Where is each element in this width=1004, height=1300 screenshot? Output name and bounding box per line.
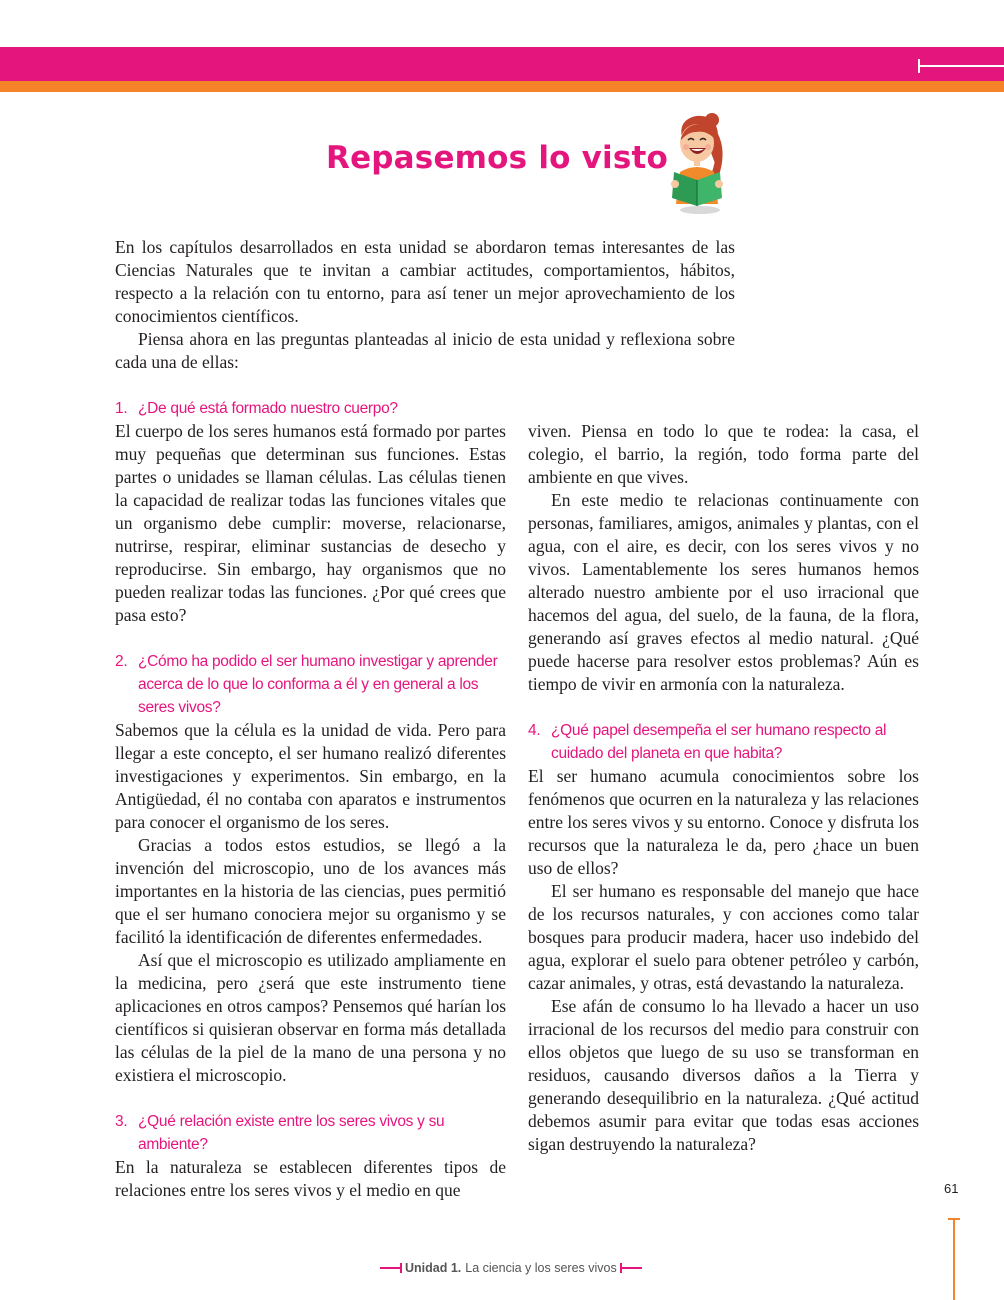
right-column [528, 420, 919, 1156]
footer-rule-left [380, 1267, 402, 1269]
question-heading [115, 1110, 506, 1156]
intro-text [115, 236, 735, 374]
question-text: ¿Qué relación existe entre los seres vivos y su ambiente? [138, 1113, 445, 1153]
answer-paragraph: Ese afán de consumo lo ha llevado a hacer un uso irracional de los recursos del medio para construir con ellos objetos que luego de su uso se transforman en residuos, causando diversos daños a la Tierra y generando desequilibrio en la naturaleza. ¿Qué actitud debemos asumir para evitar que todas esas acciones sigan destruyendo la naturaleza? [528, 996, 919, 1154]
footer-subtitle: La ciencia y los seres vivos [465, 1261, 617, 1275]
answer-paragraph: El ser humano es responsable del manejo que hace de los recursos naturales, y con acciones como talar bosques para producir madera, hacer uso indebido del agua, explorar el suelo para obtener petróleo y carbón, cazar animales, y otras, está devastando la naturaleza. [528, 881, 919, 993]
header-magenta-band [0, 47, 1004, 81]
header-rule [918, 65, 1004, 67]
question-text: ¿Qué papel desempeña el ser humano respecto al cuidado del planeta en que habita? [551, 722, 887, 762]
intro-paragraph: Piensa ahora en las preguntas planteadas al inicio de esta unidad y reflexiona sobre cada una de ellas: [115, 329, 735, 372]
question-number: 3. [115, 1113, 128, 1130]
margin-rule [953, 1220, 955, 1300]
answer-paragraph: Gracias a todos estos estudios, se llegó a la invención del microscopio, uno de los avances más importantes en la historia de las ciencias, pues permitió que el ser humano conociera mejor su organismo y se facilitó la identificación de diferentes enfermedades. [115, 835, 506, 947]
answer-paragraph: En la naturaleza se establecen diferentes tipos de relaciones entre los seres vivos y el medio en que [115, 1157, 506, 1200]
left-column [115, 397, 506, 1202]
answer-paragraph: Así que el microscopio es utilizado ampliamente en la medicina, pero ¿será que este instrumento tiene aplicaciones en otros campos? Pensemos qué harían los científicos si quisieran observar en forma más detallada las células de la piel de la mano de una persona y no existiera el microscopio. [115, 950, 506, 1085]
page-title: Repasemos lo visto [326, 140, 669, 176]
question-number: 1. [115, 400, 128, 417]
page-number: 61 [944, 1181, 959, 1196]
header-rule-tick [918, 59, 920, 73]
answer-paragraph: El ser humano acumula conocimientos sobre los fenómenos que ocurren en la naturaleza y las relaciones entre los seres vivos y su entorno. Conoce y disfruta los recursos que la naturaleza le da, pero ¿hace un buen uso de ellos? [528, 766, 919, 878]
header-orange-band [0, 81, 1004, 92]
answer-paragraph: El cuerpo de los seres humanos está formado por partes muy pequeñas que determinan sus funciones. Estas partes o unidades se llaman células. Las células tienen la capacidad de realizar todas las funciones vitales que un organismo debe cumplir: moverse, relacionarse, nutrirse, respirar, eliminar sustancias de desecho y reproducirse. Sin embargo, hay organismos que no pueden realizar todas las funciones. ¿Por qué crees que pasa esto? [115, 421, 506, 625]
running-footer [380, 1261, 642, 1275]
question-heading [115, 650, 506, 719]
intro-paragraph: En los capítulos desarrollados en esta unidad se abordaron temas interesantes de las Ciencias Naturales que te invitan a cambiar actitudes, comportamientos, hábitos, respecto a la relación con tu entorno, para así tener un mejor aprovechamiento de los conocimientos científicos. [115, 237, 735, 326]
girl-reading-book-icon [660, 110, 734, 218]
question-number: 4. [528, 722, 541, 739]
footer-unit: Unidad 1. [405, 1261, 462, 1275]
answer-paragraph: En este medio te relacionas continuamente con personas, familiares, amigos, animales y plantas, con el agua, con el aire, es decir, con los seres vivos y no vivos. Lamentablemente los seres humanos hemos alterado nuestro ambiente por el uso irracional que hacemos del agua, del suelo, de la fauna, de la flora, generando así graves efectos al medio natural. ¿Qué puede hacerse para resolver estos problemas? Aún es tiempo de vivir en armonía con la naturaleza. [528, 490, 919, 694]
question-heading [115, 397, 506, 420]
footer-rule-right [620, 1267, 642, 1269]
question-text: ¿Cómo ha podido el ser humano investigar y aprender acerca de lo que lo conforma a él y en general a los seres vivos? [138, 653, 498, 716]
question-number: 2. [115, 653, 128, 670]
answer-paragraph: viven. Piensa en todo lo que te rodea: la casa, el colegio, el barrio, la región, todo forma parte del ambiente en que vives. [528, 421, 919, 487]
question-text: ¿De qué está formado nuestro cuerpo? [138, 400, 398, 417]
question-heading [528, 719, 919, 765]
answer-paragraph: Sabemos que la célula es la unidad de vida. Pero para llegar a este concepto, el ser humano realizó diferentes investigaciones y experimentos. Sin embargo, en la Antigüedad, él no contaba con aparatos e instrumentos para conocer el organismo de los seres. [115, 720, 506, 832]
